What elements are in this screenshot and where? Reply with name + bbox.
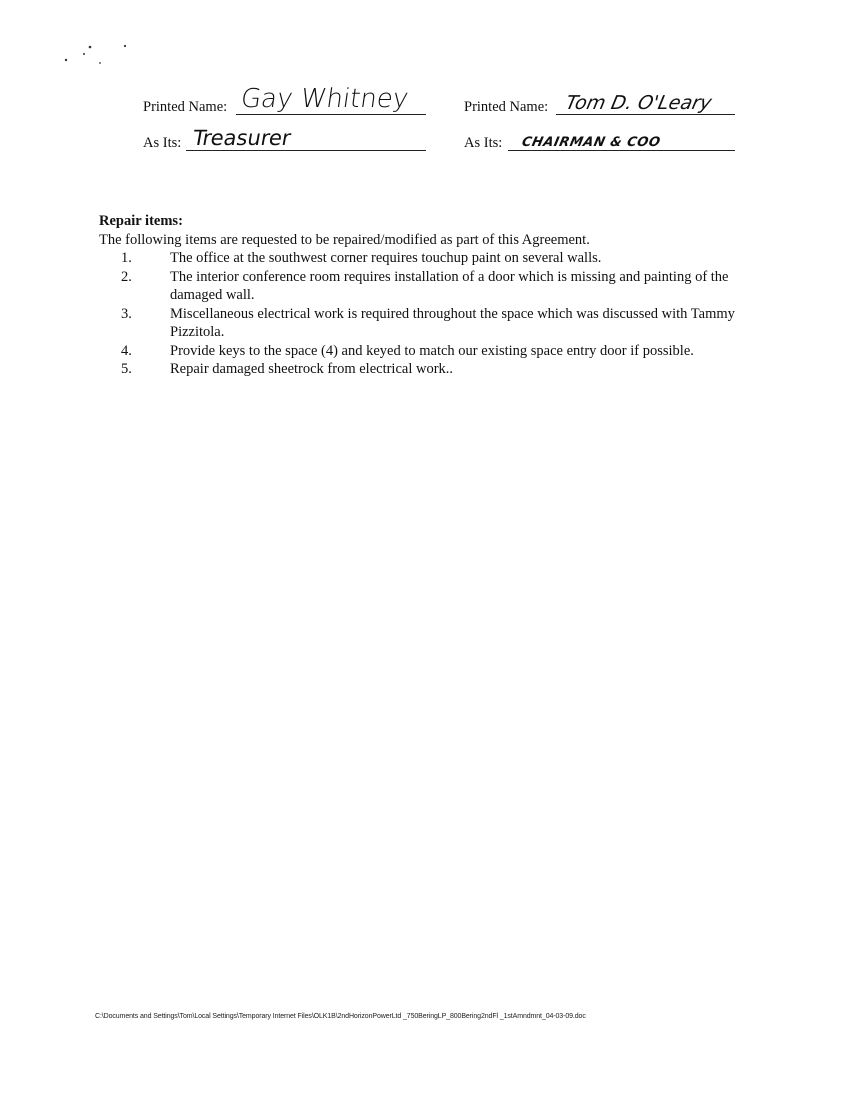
signature-block-right [464, 86, 739, 158]
section-intro: The following items are requested to be repaired/modified as part of this Agreement. [99, 231, 590, 248]
item-text: Repair damaged sheetrock from electrical work.. [170, 361, 454, 377]
signature-line [236, 114, 426, 115]
signature-block-left [143, 86, 433, 158]
item-number: 1. [121, 250, 132, 266]
signature-line [508, 150, 735, 151]
as-its-row [143, 122, 433, 158]
repair-items-list [99, 249, 749, 379]
section-heading: Repair items: [99, 213, 183, 229]
item-number: 5. [121, 361, 132, 377]
handwritten-title: CHAIRMAN & COO [520, 135, 662, 150]
list-item [99, 342, 749, 361]
repair-items-section [99, 212, 749, 379]
item-text: The office at the southwest corner requires touchup paint on several walls. [170, 250, 602, 266]
list-item [99, 268, 749, 305]
printed-name-row [464, 86, 739, 122]
handwritten-printed-name: Gay Whitney [238, 84, 411, 114]
printed-name-label: Printed Name: [143, 99, 228, 115]
list-item [99, 249, 749, 268]
item-text: Miscellaneous electrical work is required throughout the space which was discussed with Tammy Pizzitola. [170, 305, 735, 340]
list-item [99, 360, 749, 379]
list-item [99, 305, 749, 342]
printed-name-row [143, 86, 433, 122]
printed-name-label: Printed Name: [464, 99, 549, 115]
signature-line [556, 114, 735, 115]
as-its-label: As Its: [464, 135, 503, 151]
as-its-label: As Its: [143, 135, 182, 151]
handwritten-printed-name: Tom D. O'Leary [563, 92, 714, 114]
scan-specks [60, 40, 140, 70]
as-its-row [464, 122, 739, 158]
item-text: Provide keys to the space (4) and keyed to match our existing space entry door if possible. [170, 342, 694, 359]
file-path-footer: C:\Documents and Settings\Tom\Local Settings\Temporary Internet Files\OLK1B\2ndHorizonPowerLtd _750BeringLP_800Bering2ndFl _1stAmndmnt_04-03-09.doc [95, 1013, 586, 1020]
item-number: 3. [121, 305, 132, 322]
item-text: The interior conference room requires installation of a door which is missing and painting of the damaged wall. [170, 268, 729, 303]
item-number: 4. [121, 342, 132, 359]
item-number: 2. [121, 268, 132, 285]
handwritten-title: Treasurer [190, 126, 293, 150]
signature-line [186, 150, 426, 151]
